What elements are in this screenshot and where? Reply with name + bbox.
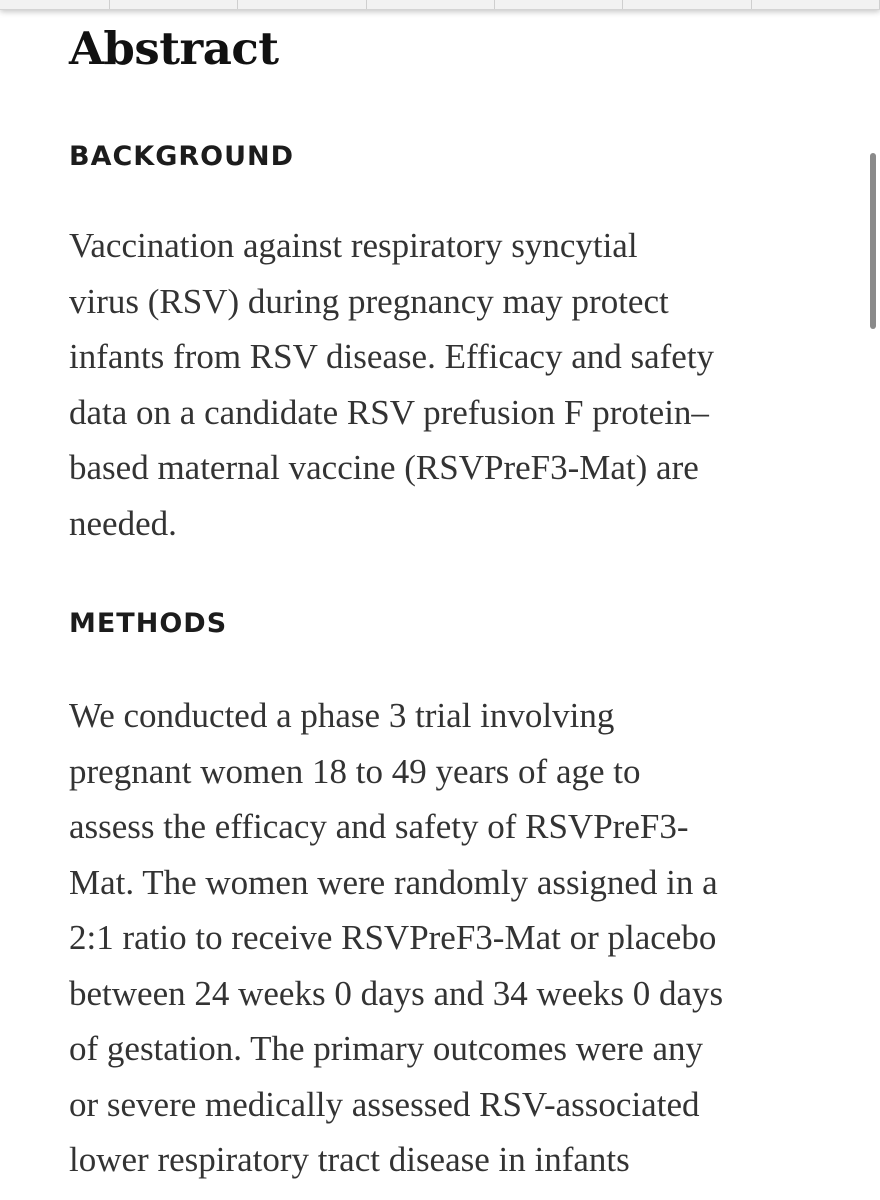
text-line: 2:1 ratio to receive RSVPreF3-Mat or placebo: [69, 918, 717, 957]
text-line: between 24 weeks 0 days and 34 weeks 0 days: [69, 973, 724, 1013]
text-line: infants from RSV disease. Efficacy and safety: [69, 337, 715, 376]
text-line: pregnant women 18 to 49 years of age to: [69, 751, 641, 791]
text-line: virus (RSV) during pregnancy may protect: [69, 281, 669, 321]
text-line: based maternal vaccine (RSVPreF3-Mat) are: [69, 448, 699, 487]
text-line: data on a candidate RSV prefusion F protein–: [69, 392, 709, 432]
nav-tab[interactable]: [495, 0, 623, 9]
background-heading: BACKGROUND: [69, 141, 295, 172]
text-line: We conducted a phase 3 trial involving: [69, 696, 615, 735]
text-line: Vaccination against respiratory syncytial: [69, 226, 638, 265]
nav-tab[interactable]: [752, 0, 880, 9]
abstract-title: Abstract: [69, 22, 279, 75]
nav-tab[interactable]: [238, 0, 366, 9]
text-line: assess the efficacy and safety of RSVPreF3-: [69, 807, 689, 846]
text-line: Mat. The women were randomly assigned in a: [69, 862, 718, 902]
top-navigation-bar[interactable]: [0, 0, 880, 10]
background-text: [69, 218, 829, 551]
text-line: of gestation. The primary outcomes were any: [69, 1029, 704, 1068]
nav-tab[interactable]: [110, 0, 238, 9]
text-line: needed.: [69, 503, 177, 543]
nav-tab[interactable]: [0, 0, 110, 9]
nav-tab[interactable]: [623, 0, 751, 9]
text-line: lower respiratory tract disease in infants: [69, 1140, 630, 1179]
methods-text: [69, 688, 829, 1188]
scrollbar[interactable]: [870, 153, 876, 329]
nav-tab[interactable]: [367, 0, 495, 9]
text-line: or severe medically assessed RSV-associated: [69, 1084, 700, 1124]
methods-heading: METHODS: [69, 608, 228, 639]
abstract-section: [69, 18, 829, 1179]
